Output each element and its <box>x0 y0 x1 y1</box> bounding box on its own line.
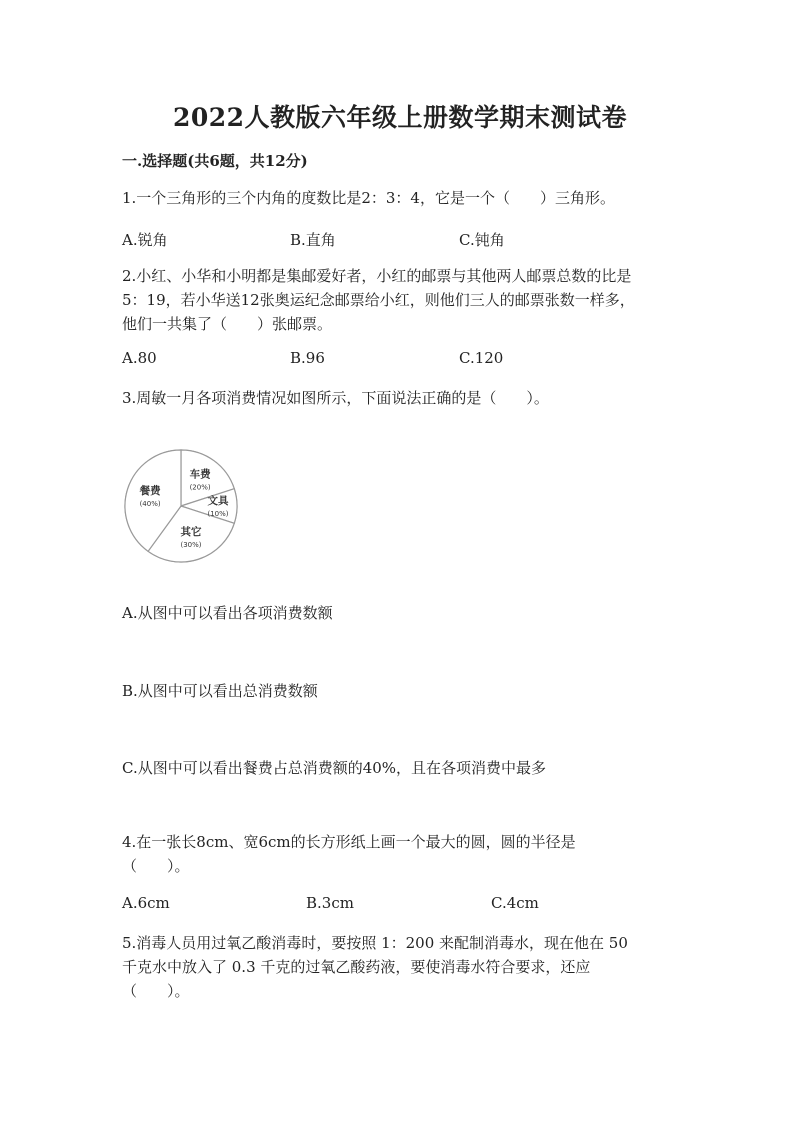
pie-percent-label-1: (20%) <box>189 483 211 492</box>
question-4-text-line-1: 4.在一张长8cm、宽6cm的长方形纸上画一个最大的圆，圆的半径是 <box>122 833 576 851</box>
question-2-option-a: A.80 <box>122 349 157 367</box>
question-5-text-line-1: 5.消毒人员用过氧乙酸消毒时，要按照 1：200 来配制消毒水，现在他在 50 <box>122 934 628 952</box>
question-2-text-line-2: 5：19，若小华送12张奥运纪念邮票给小红，则他们三人的邮票张数一样多， <box>122 291 635 309</box>
question-1-option-c: C.钝角 <box>459 231 505 249</box>
question-4-option-a: A.6cm <box>122 894 170 912</box>
page-title: 2022人教版六年级上册数学期末测试卷 <box>172 103 628 132</box>
pie-label-4: 餐费 <box>139 485 161 497</box>
question-3-option-c: C.从图中可以看出餐费占总消费额的40%，且在各项消费中最多 <box>122 759 547 777</box>
question-4-text-line-2: （ ）。 <box>122 857 190 875</box>
pie-percent-label-3: (30%) <box>180 540 202 549</box>
pie-label-2: 文具 <box>207 495 229 507</box>
pie-label-1: 车费 <box>189 468 211 481</box>
question-5-text-line-3: （ ）。 <box>122 982 190 1000</box>
question-2-option-b: B.96 <box>290 349 325 367</box>
pie-chart <box>122 448 242 566</box>
pie-label-3: 其它 <box>180 525 202 538</box>
question-3-option-a: A.从图中可以看出各项消费数额 <box>122 604 333 622</box>
question-1-text: 1.一个三角形的三个内角的度数比是2：3：4，它是一个（ ）三角形。 <box>122 189 615 207</box>
pie-percent-label-4: (40%) <box>139 500 161 508</box>
question-5-text-line-2: 千克水中放入了 0.3 千克的过氧乙酸药液，要使消毒水符合要求，还应 <box>122 958 591 976</box>
question-2-option-c: C.120 <box>459 349 504 367</box>
question-1-option-a: A.锐角 <box>122 231 168 249</box>
question-2-text-line-3: 他们一共集了（ ）张邮票。 <box>122 315 333 333</box>
section-heading: 一.选择题(共6题，共12分) <box>122 152 308 170</box>
question-3-text: 3.周敏一月各项消费情况如图所示，下面说法正确的是（ ）。 <box>122 389 549 407</box>
question-3-option-b: B.从图中可以看出总消费数额 <box>122 682 318 700</box>
question-2-text-line-1: 2.小红、小华和小明都是集邮爱好者，小红的邮票与其他两人邮票总数的比是 <box>122 267 632 285</box>
pie-percent-label-2: (10%) <box>207 510 229 518</box>
question-4-option-b: B.3cm <box>306 894 354 912</box>
question-1-option-b: B.直角 <box>290 231 336 249</box>
question-4-option-c: C.4cm <box>491 894 539 912</box>
